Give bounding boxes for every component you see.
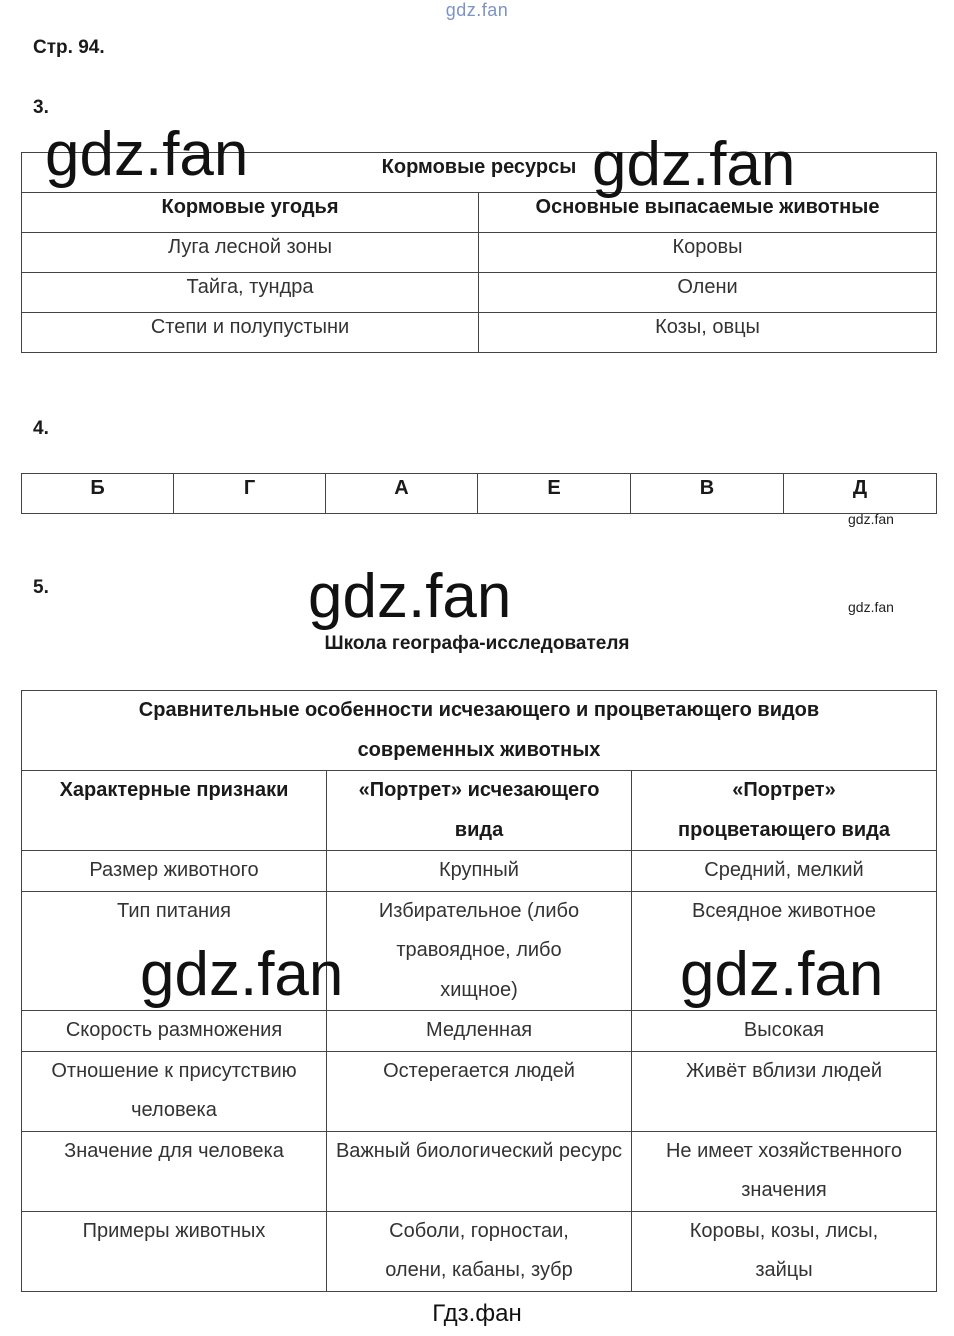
table-cell: Всеядное животное [632, 891, 937, 1011]
table-cell: Примеры животных [22, 1211, 327, 1291]
feed-resources-title: Кормовые ресурсы [22, 153, 937, 193]
watermark-large: gdz.fan [140, 940, 344, 1009]
table-cell: Козы, овцы [479, 313, 937, 353]
table-cell: Важный биологический ресурс [327, 1131, 632, 1211]
table-row [22, 474, 937, 514]
table-row [22, 1211, 937, 1291]
table-row [22, 1131, 937, 1211]
table-cell: Олени [479, 273, 937, 313]
column-header: Основные выпасаемые животные [479, 193, 937, 233]
table-cell: Значение для человека [22, 1131, 327, 1211]
table-cell: Скорость размножения [22, 1011, 327, 1052]
table-cell: Луга лесной зоны [22, 233, 479, 273]
page-label: Стр. 94. [33, 37, 105, 58]
table-cell: Степи и полупустыни [22, 313, 479, 353]
answer-sequence-table [21, 473, 937, 514]
table-row [22, 1011, 937, 1052]
watermark-small: gdz.fan [848, 599, 894, 615]
table-cell: Живёт вблизи людей [632, 1051, 937, 1131]
column-header: «Портрет» исчезающего вида [327, 771, 632, 851]
column-header: Кормовые угодья [22, 193, 479, 233]
answer-letter: А [326, 474, 478, 514]
table-cell: Размер животного [22, 851, 327, 892]
table-cell: Медленная [327, 1011, 632, 1052]
table-row [22, 233, 937, 273]
table-cell: Отношение к присутствию человека [22, 1051, 327, 1131]
watermark-large: gdz.fan [680, 940, 884, 1009]
answer-letter: Г [174, 474, 326, 514]
task3-number: 3. [33, 97, 49, 118]
table-cell: Средний, мелкий [632, 851, 937, 892]
table-row [22, 273, 937, 313]
watermark-large: gdz.fan [592, 130, 796, 199]
task4-number: 4. [33, 418, 49, 439]
answer-letter: Е [478, 474, 631, 514]
table-cell: Тайга, тундра [22, 273, 479, 313]
table-row [22, 851, 937, 892]
column-header: «Портрет» процветающего вида [632, 771, 937, 851]
table-cell: Коровы [479, 233, 937, 273]
watermark-large: gdz.fan [45, 120, 249, 189]
table-cell: Коровы, козы, лисы, зайцы [632, 1211, 937, 1291]
task5-subtitle: Школа географа-исследователя [324, 633, 630, 654]
watermark-large: gdz.fan [308, 562, 512, 631]
watermark-small: gdz.fan [848, 511, 894, 527]
column-header: Характерные признаки [22, 771, 327, 851]
footer-watermark: Гдз.фан [432, 1300, 522, 1327]
table-cell: Соболи, горностаи, олени, кабаны, зубр [327, 1211, 632, 1291]
table-cell: Не имеет хозяйственного значения [632, 1131, 937, 1211]
task5-number: 5. [33, 577, 49, 598]
table-row [22, 1051, 937, 1131]
table-cell: Остерегается людей [327, 1051, 632, 1131]
table-cell: Высокая [632, 1011, 937, 1052]
answer-letter: В [631, 474, 784, 514]
answer-letter: Д [784, 474, 937, 514]
answer-letter: Б [22, 474, 174, 514]
table-cell: Избирательное (либо травоядное, либо хищное) [327, 891, 632, 1011]
table-row [22, 313, 937, 353]
table-cell: Тип питания [22, 891, 327, 1011]
table-cell: Крупный [327, 851, 632, 892]
comparison-title: Сравнительные особенности исчезающего и процветающего видов современных животных [22, 691, 937, 771]
watermark-top: gdz.fan [445, 0, 509, 20]
